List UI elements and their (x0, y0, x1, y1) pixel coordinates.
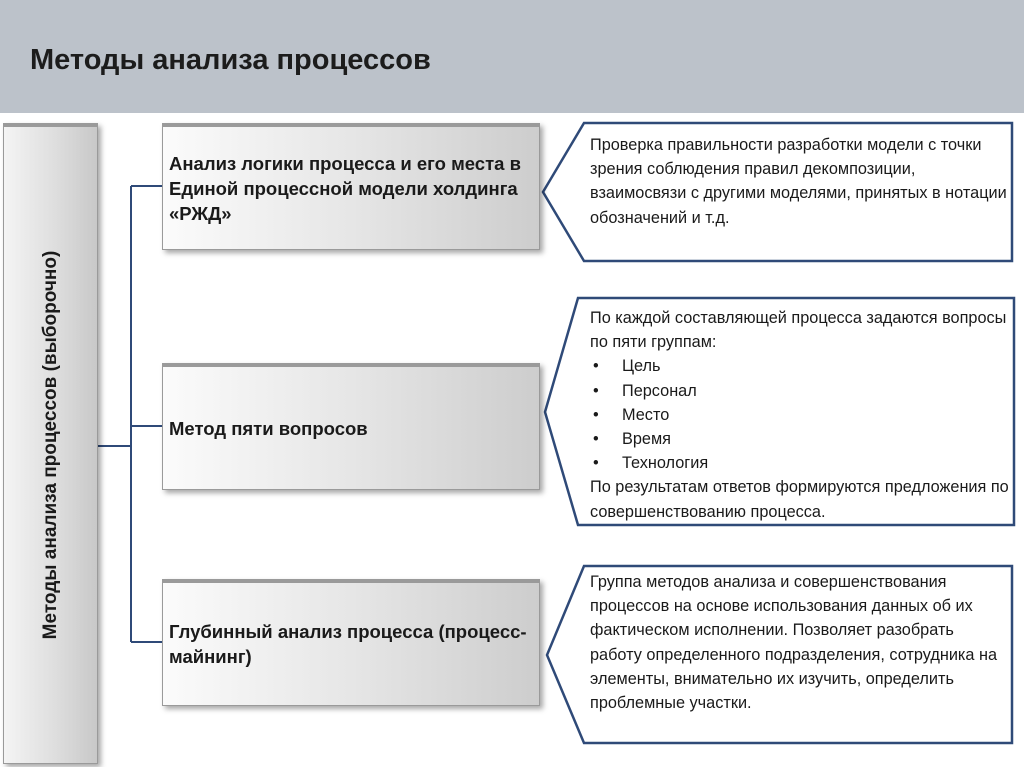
method-label: Глубинный анализ процесса (процесс-майнинг) (169, 621, 527, 667)
category-label: Методы анализа процессов (выборочно) (39, 250, 61, 640)
description-intro: По каждой составляющей процесса задаются вопросы по пяти группам: (590, 309, 1007, 352)
category-box (3, 123, 98, 764)
description-process-mining: Группа методов анализа и совершенствования процессов на основе использования данных об их фактическом исполнении. Позволяет разобрать работу определенного подразделения, сотрудника на элементы, внимательно их изучить, определить проблемные участки. (590, 573, 998, 713)
description-outro: По результатам ответов формируются предложения по совершенствованию процесса. (590, 478, 1009, 521)
list-item: • Время (590, 427, 1010, 451)
list-item: • Технология (590, 451, 1010, 475)
question-group-list (590, 354, 1010, 475)
method-label: Анализ логики процесса и его места в Единой процессной модели холдинга «РЖД» (169, 152, 521, 224)
list-item: • Место (590, 403, 1010, 427)
description-logic-analysis: Проверка правильности разработки модели с точки зрения соблюдения правил декомпозиции, взаимосвязи с другими моделями, принятых в нотации обозначений и т.д. (590, 136, 1007, 227)
method-box-logic-analysis (162, 123, 540, 250)
header-bar (0, 0, 1024, 113)
method-label: Метод пяти вопросов (169, 417, 368, 439)
description-five-questions (590, 306, 1010, 524)
list-item: • Цель (590, 354, 1010, 378)
page-title: Методы анализа процессов (30, 44, 431, 76)
list-item: • Персонал (590, 379, 1010, 403)
method-box-process-mining (162, 579, 540, 706)
method-box-five-questions (162, 363, 540, 490)
